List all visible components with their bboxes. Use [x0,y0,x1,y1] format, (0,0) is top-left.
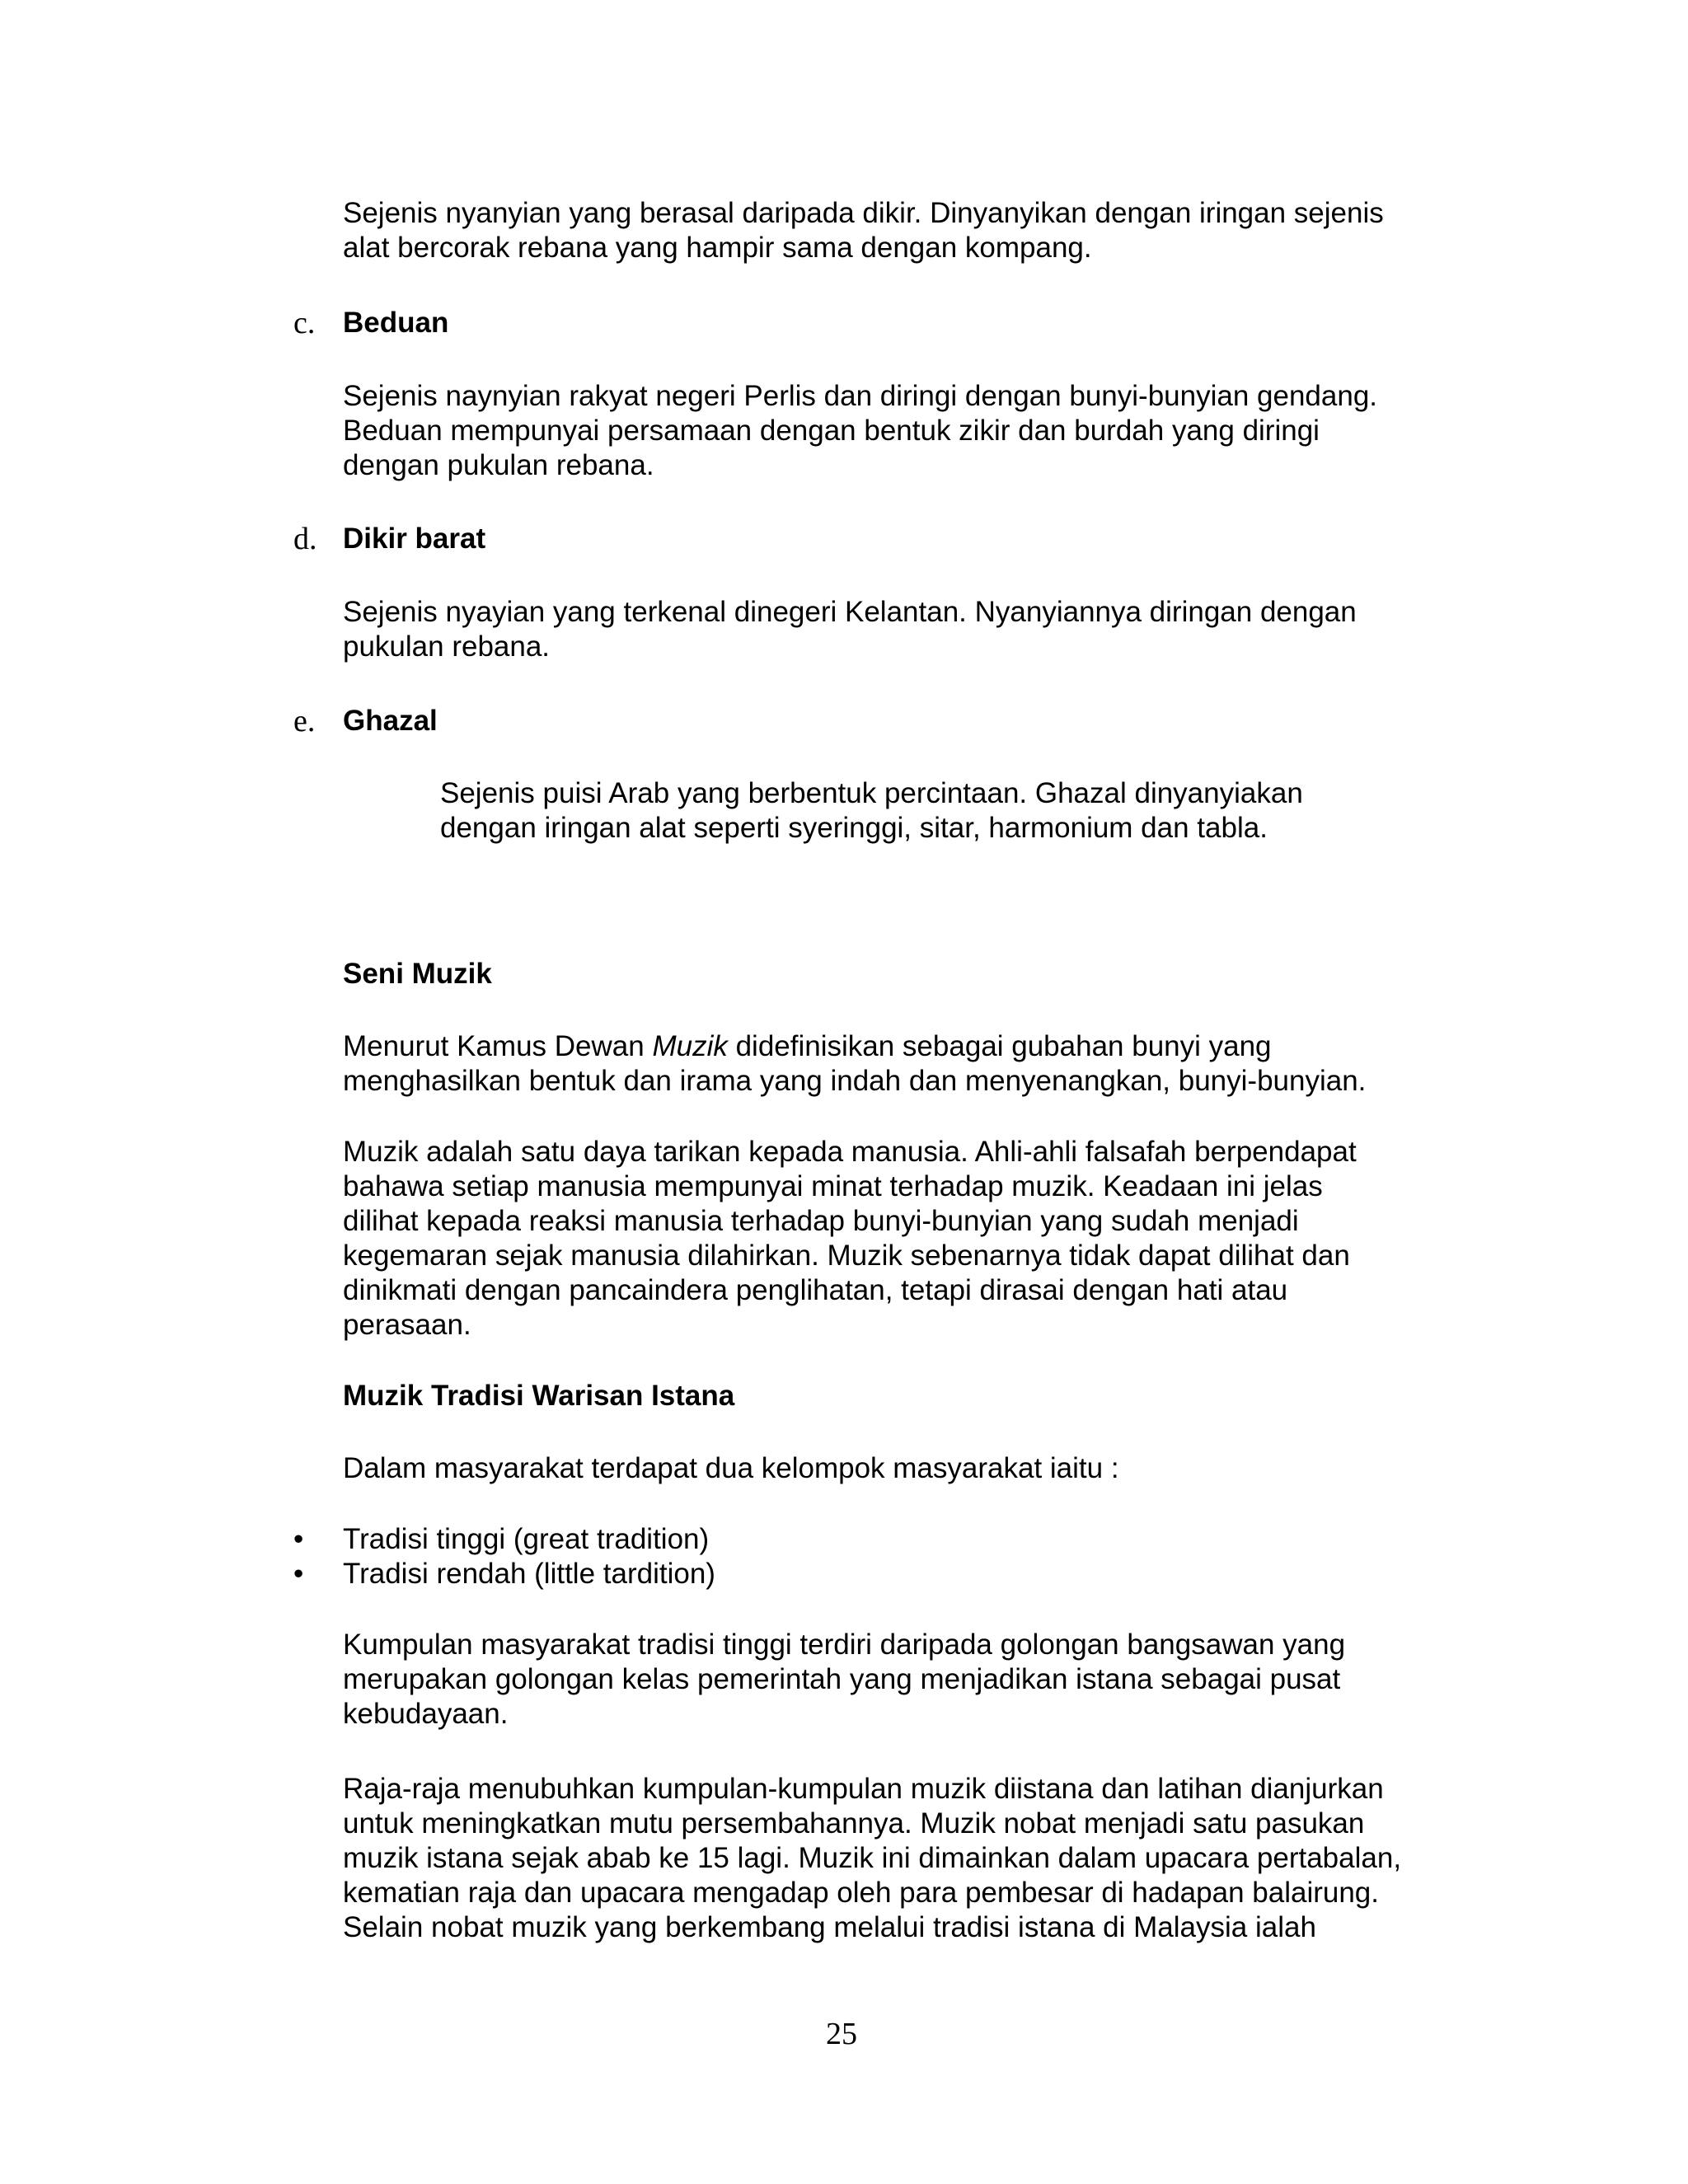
item-description-beduan [343,379,1377,483]
description-line: dengan pukulan rebana. [343,449,654,481]
seni-muzik-paragraph-1 [343,1029,1366,1099]
paragraph-line: perasaan. [343,1309,471,1341]
muzik-tradisi-paragraph-2 [343,1772,1401,1945]
paragraph-line: muzik istana sejak abab ke 15 lagi. Muzik ini dimainkan dalam upacara pertabalan, [343,1842,1402,1874]
paragraph-line [343,1029,1366,1064]
muzik-tradisi-paragraph-1 [343,1628,1345,1732]
description-line: pukulan rebana. [343,630,551,663]
muzik-tradisi-intro: Dalam masyarakat terdapat dua kelompok masyarakat iaitu : [343,1452,1119,1484]
bullet-item: Tradisi tinggi (great tradition) [343,1523,710,1555]
bullet-icon: • [293,1523,304,1555]
paragraph-line: kegemaran sejak manusia dilahirkan. Muzik sebenarnya tidak dapat dilihat dan [343,1240,1350,1272]
italic-term: Muzik [652,1030,728,1062]
paragraph-line: Muzik adalah satu daya tarikan kepada manusia. Ahli-ahli falsafah berpendapat [343,1136,1357,1168]
page-number: 25 [826,2017,857,2051]
description-line: dengan iringan alat seperti syeringgi, sitar, harmonium dan tabla. [440,812,1268,844]
description-line: Sejenis puisi Arab yang berbentuk percintaan. Ghazal dinyanyiakan [440,777,1303,809]
paragraph-line: Raja-raja menubuhkan kumpulan-kumpulan muzik diistana dan latihan dianjurkan [343,1773,1384,1805]
paragraph-line: dinikmati dengan pancaindera penglihatan, tetapi dirasai dengan hati atau [343,1274,1288,1306]
paragraph-line: kematian raja dan upacara mengadap oleh para pembesar di hadapan balairung. [343,1877,1379,1909]
item-title-beduan: Beduan [343,307,449,339]
paragraph-line: kebudayaan. [343,1698,509,1730]
paragraph-line: dilihat kepada reaksi manusia terhadap bunyi-bunyian yang sudah menjadi [343,1205,1299,1237]
item-description-ghazal [440,776,1303,846]
list-marker-d: d. [293,522,317,556]
section-heading-muzik-tradisi: Muzik Tradisi Warisan Istana [343,1380,735,1412]
paragraph-line: merupakan golongan kelas pemerintah yang menjadikan istana sebagai pusat [343,1663,1341,1695]
intro-line: alat bercorak rebana yang hampir sama dengan kompang. [343,232,1092,264]
intro-paragraph [343,196,1384,265]
item-title-dikir-barat: Dikir barat [343,523,486,555]
paragraph-line: untuk meningkatkan mutu persembahannya. Muzik nobat menjadi satu pasukan [343,1807,1365,1840]
description-line: Sejenis naynyian rakyat negeri Perlis dan diringi dengan bunyi-bunyian gendang. [343,380,1378,412]
list-marker-c: c. [293,306,316,340]
bullet-item: Tradisi rendah (little tardition) [343,1558,715,1590]
paragraph-line: Kumpulan masyarakat tradisi tinggi terdiri daripada golongan bangsawan yang [343,1629,1346,1661]
item-description-dikir-barat [343,595,1357,664]
list-marker-e: e. [293,704,316,738]
section-heading-seni-muzik: Seni Muzik [343,958,492,990]
paragraph-line: menghasilkan bentuk dan irama yang indah dan menyenangkan, bunyi-bunyian. [343,1065,1367,1097]
item-title-ghazal: Ghazal [343,705,438,737]
paragraph-line: Selain nobat muzik yang berkembang melalui tradisi istana di Malaysia ialah [343,1911,1316,1943]
paragraph-line: bahawa setiap manusia mempunyai minat terhadap muzik. Keadaan ini jelas [343,1170,1323,1202]
text-run: Menurut Kamus Dewan [343,1030,653,1062]
description-line: Sejenis nyayian yang terkenal dinegeri Kelantan. Nyanyiannya diringan dengan [343,596,1357,628]
seni-muzik-paragraph-2 [343,1135,1357,1343]
text-run: didefinisikan sebagai gubahan bunyi yang [727,1030,1272,1062]
bullet-icon: • [293,1558,304,1590]
intro-line: Sejenis nyanyian yang berasal daripada dikir. Dinyanyikan dengan iringan sejenis [343,197,1384,229]
description-line: Beduan mempunyai persamaan dengan bentuk zikir dan burdah yang diringi [343,415,1320,447]
